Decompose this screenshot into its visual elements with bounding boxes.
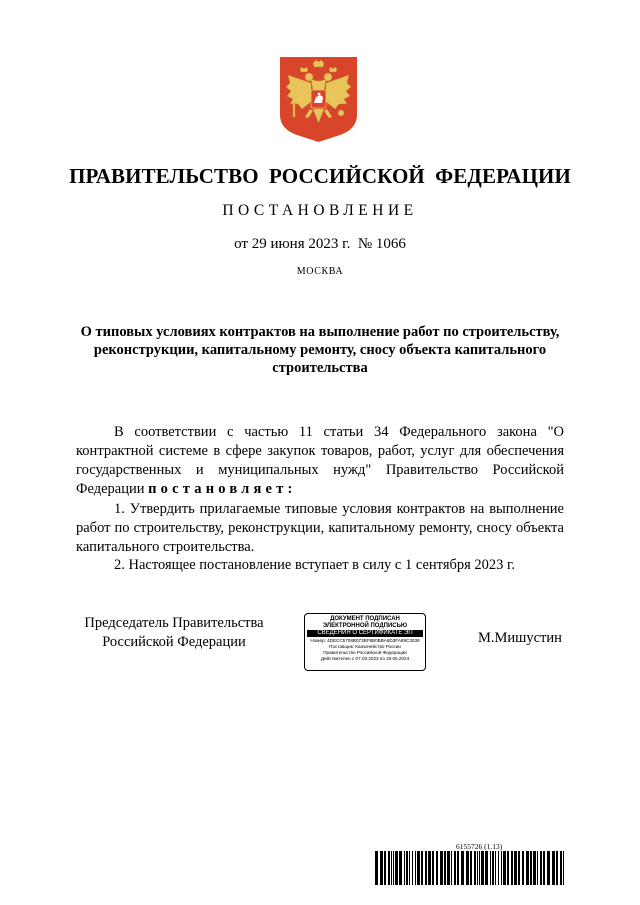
government-title: ПРАВИТЕЛЬСТВО РОССИЙСКОЙ ФЕДЕРАЦИИ — [69, 164, 571, 188]
city: МОСКВА — [296, 266, 344, 277]
item-2: 2. Настоящее постановление вступает в силу с 1 сентября 2023 г. — [114, 557, 515, 573]
signatory-position — [74, 614, 274, 652]
coat-of-arms-icon — [280, 57, 357, 142]
signatory-name: М.Мишустин — [478, 630, 562, 646]
decree-keyword: постановляет: — [148, 481, 297, 497]
electronic-signature-stamp — [304, 613, 426, 671]
stamp-serial: Номер: 4DECC5708B073BF8B0BBA6D3FA89C3038 — [310, 638, 420, 643]
position-line-2: Российской Федерации — [102, 634, 246, 650]
barcode-number: 6155726 (1.13) — [456, 842, 503, 851]
preamble-paragraph — [76, 423, 564, 499]
document-subject: О типовых условиях контрактов на выполнение работ по строительству, реконструкции, капитальному ремонту, сносу объекта капитального строительства — [80, 324, 560, 376]
stamp-line-1: ДОКУМЕНТ ПОДПИСАН — [330, 616, 400, 622]
position-line-1: Председатель Правительства — [84, 615, 264, 631]
document-date: от 29 июня 2023 г. — [234, 236, 351, 252]
item-1: 1. Утвердить прилагаемые типовые условия контрактов на выполнение работ по строительству, реконструкции, капитальному ремонту, сносу объекта капитального строительства. — [76, 501, 564, 555]
stamp-line-2: ЭЛЕКТРОННОЙ ПОДПИСЬЮ — [322, 622, 408, 629]
stamp-owner: Правительство Российской Федерации — [323, 650, 407, 655]
stamp-validity: Действителен с 07.03.2023 по 30.05.2024 — [320, 656, 410, 661]
date-line — [0, 236, 640, 253]
barcode-icon — [375, 851, 565, 885]
document-number: № 1066 — [357, 236, 406, 252]
stamp-issuer: Поставщик: Казначейство России — [329, 644, 401, 649]
document-type: ПОСТАНОВЛЕНИЕ — [222, 202, 418, 219]
preamble-text: В соответствии с частью 11 статьи 34 Федерального закона "О контрактной системе в сфере закупок товаров, работ, услуг для обеспечения государственных и муниципальных нужд" Правительство Российской Федерации — [76, 424, 564, 497]
stamp-bar: СВЕДЕНИЯ О СЕРТИФИКАТЕ ЭП — [307, 630, 423, 637]
